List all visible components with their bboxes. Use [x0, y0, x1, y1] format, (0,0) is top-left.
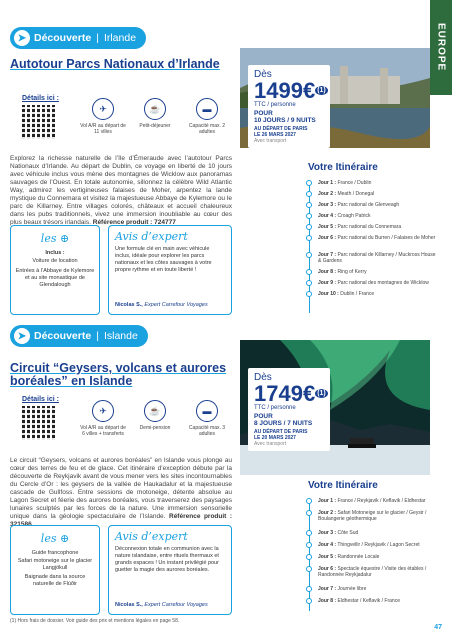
service-capacity: ▬ Capacité max. 3 adultes — [184, 400, 230, 437]
service-flight: ✈ Vol A/R au départ de 11 villes — [80, 98, 126, 135]
itinerary-title: Votre Itinéraire — [308, 480, 378, 491]
bed-icon: ▬ — [196, 98, 218, 120]
les-plus-title: les ⊕ — [40, 232, 70, 245]
itinerary-day: Jour 8 : Eldhestar / Keflavik / France — [306, 598, 436, 610]
itinerary-day: Jour 5 : Parc national du Connemara — [306, 224, 436, 235]
itinerary-day: Jour 3 : Parc national de Glenveagh — [306, 202, 436, 213]
compass-icon: ➤ — [14, 30, 30, 46]
les-plus-item: Baignade dans la source naturelle de Flúðir — [24, 574, 86, 587]
itinerary-day: Jour 4 : Thingvellir / Reykjavik / Lagon Secret — [306, 542, 436, 554]
price-departure: AU DÉPART DE PARIS — [254, 126, 308, 132]
compass-icon: ➤ — [14, 328, 30, 344]
bed-icon: ▬ — [196, 400, 218, 422]
offer-title: Circuit “Geysers, volcans et aurores boréales” en Islande — [10, 361, 227, 388]
price-transport: Avec transport — [254, 138, 287, 144]
price-pour: POUR — [254, 413, 273, 420]
expert-opinion-text: Déconnexion totale en communion avec la nature islandaise, entre rituels thermaux et grands espaces ! Un instant privilégié pour guetter la magie des aurores boréales. — [115, 546, 219, 573]
badge-label: Découverte — [34, 32, 92, 44]
badge-separator: | — [96, 32, 99, 44]
category-badge — [10, 325, 148, 347]
service-breakfast: ☕ Petit-déjeuner — [132, 98, 178, 129]
itinerary-day: Jour 6 : Spectacle équestre / Visite des étables / Randonnée Reykjadalur — [306, 566, 436, 586]
les-plus-box — [10, 525, 100, 615]
offer-description: Le circuit “Geysers, volcans et aurores boréales” en Islande vous plonge au cœur des terres de feu et de glace. Cet itinéraire d’exception débute par la découverte de Reykjavik avant de vous mener vers les sites incontournables du Cercle d’Or : les geysers de la vallée de Haukadalur et la majestueuse cascade de Gullfoss. Entre sessions de motoneige, détente absolue au Lagon Secret et féerie des aurores boréales, vous traverserez des paysages lunaires sculptés par les forces de la nature. Une immersion sensorielle unique dans la géologie spectaculaire de l’Islande. Référence produit : 321586 — [10, 457, 232, 528]
price-departure-date: LE 26 MARS 2027 — [254, 132, 296, 138]
price-box — [248, 65, 330, 148]
les-plus-item: Inclus : — [45, 250, 65, 256]
expert-signature: Nicolas S., Expert Carrefour Voyages — [115, 302, 208, 308]
itinerary-day: Jour 4 : Croagh Patrick — [306, 213, 436, 224]
price-duration: 8 JOURS / 7 NUITS — [254, 420, 313, 427]
badge-separator: | — [96, 330, 99, 342]
itinerary-day: Jour 7 : Journée libre — [306, 586, 436, 598]
service-flight: ✈ Vol A/R au départ de 6 villes + transferts — [80, 400, 126, 437]
offer-title: Autotour Parcs Nationaux d’Irlande — [10, 57, 220, 71]
les-plus-box — [10, 225, 100, 315]
price-pour: POUR — [254, 110, 273, 117]
qr-code[interactable] — [22, 105, 56, 139]
badge-country: Irlande — [103, 32, 137, 44]
price-amount: 1499€ $^{(1)}$ — [254, 78, 326, 103]
itinerary-day: Jour 2 : Meath / Donegal — [306, 191, 436, 202]
itinerary-day: Jour 3 : Côte Sud — [306, 530, 436, 542]
details-label: Détails ici : — [22, 95, 59, 102]
itinerary-day: Jour 8 : Ring of Kerry — [306, 269, 436, 280]
itinerary-day: Jour 1 : France / Dublin — [306, 180, 436, 191]
page-number: 47 — [434, 624, 442, 631]
price-amount: 1749€ $^{(1)}$ — [254, 381, 326, 406]
price-transport: Avec transport — [254, 441, 287, 447]
coffee-icon: ☕ — [144, 98, 166, 120]
qr-code[interactable] — [22, 406, 56, 440]
itinerary-title: Votre Itinéraire — [308, 162, 378, 173]
les-plus-title: les ⊕ — [40, 532, 70, 545]
itinerary-day: Jour 10 : Dublin / France — [306, 291, 436, 302]
les-plus-item: Safari motoneige sur le glacier Langjökull — [17, 558, 93, 571]
offer-description: Explorez la richesse naturelle de l’île d’Émeraude avec l’autotour Parcs Nationaux d’Irlande. Au départ de Dublin, ce voyage en liberté de 10 jours avec véhicule inclus vous mène des montagnes de Wicklow aux panoramas sauvages de l’Ouest. En totale autonomie, sillonnez la célèbre Wild Atlantic Way, admirez les vertigineuses falaises de Moher, arpentez la lande mystique du Connemara et visitez la majestueuse Abbaye de Kylemore ou le parc de Killarney. Entre villages colorés, châteaux et accueil chaleureux dans les pubs traditionnels, vivez une immersion inoubliable au cœur des plus beaux trésors irlandais. Référence produit : 724777 — [10, 155, 232, 226]
les-plus-item: Entrées à l’Abbaye de Kylemore et au site monastique de Glendalough — [15, 268, 95, 288]
coffee-icon: ☕ — [144, 400, 166, 422]
service-capacity: ▬ Capacité max. 2 adultes — [184, 98, 230, 135]
itinerary-list — [306, 498, 436, 610]
price-departure-date: LE 20 MARS 2027 — [254, 435, 296, 441]
price-prefix: Dès — [254, 69, 272, 80]
itinerary-day: Jour 2 : Safari Motoneige sur le glacier / Geysir / Boulangerie géothermique — [306, 510, 436, 530]
category-badge — [10, 27, 146, 49]
les-plus-item: Guide francophone — [31, 550, 79, 556]
badge-label: Découverte — [34, 330, 92, 342]
expert-opinion-title: Avis d’expert — [115, 530, 188, 543]
plane-icon: ✈ — [92, 98, 114, 120]
itinerary-day: Jour 6 : Parc national du Burren / Falaises de Moher — [306, 235, 436, 252]
section-tab-europe: EUROPE — [430, 0, 452, 95]
details-label: Détails ici : — [22, 396, 59, 403]
price-departure: AU DÉPART DE PARIS — [254, 429, 308, 435]
itinerary-day: Jour 1 : France / Reykjavik / Keflavik / Eldhestar — [306, 498, 436, 510]
price-prefix: Dès — [254, 372, 272, 383]
expert-opinion-text: Une formule clé en main avec véhicule inclus, idéale pour explorer les parcs nationaux et les côtes sauvages à votre propre rythme et en toute liberté ! — [115, 246, 212, 273]
price-ttc: TTC / personne — [254, 102, 296, 108]
expert-opinion-box — [108, 225, 232, 315]
itinerary-day: Jour 9 : Parc national des montagnes de Wicklow — [306, 280, 436, 291]
price-duration: 10 JOURS / 9 NUITS — [254, 117, 316, 124]
les-plus-item: Voiture de location — [32, 258, 78, 264]
expert-opinion-box — [108, 525, 232, 615]
expert-signature: Nicolas S., Expert Carrefour Voyages — [115, 602, 208, 608]
itinerary-day: Jour 5 : Randonnée Locale — [306, 554, 436, 566]
price-box — [248, 368, 330, 451]
service-halfboard: ☕ Demi-pension — [132, 400, 178, 431]
badge-country: Islande — [103, 330, 138, 342]
price-ttc: TTC / personne — [254, 405, 296, 411]
expert-opinion-title: Avis d’expert — [115, 230, 188, 243]
itinerary-day: Jour 7 : Parc national de Killarney / Muckross House & Gardens — [306, 252, 436, 269]
footnote: (1) Hors frais de dossier. Voir guide des prix et mentions légales en page 58. — [10, 618, 180, 624]
itinerary-list — [306, 180, 436, 302]
plane-icon: ✈ — [92, 400, 114, 422]
